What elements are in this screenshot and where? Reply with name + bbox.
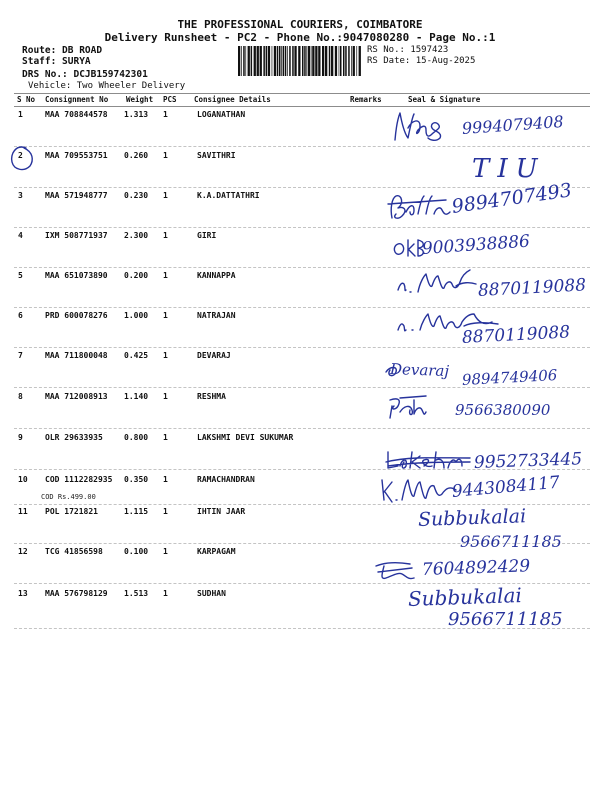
row-divider — [14, 347, 590, 348]
table-header-top-rule — [14, 93, 590, 94]
weight-cell: 0.100 — [124, 547, 149, 556]
serial-number-cell: 4 — [18, 231, 23, 240]
pieces-cell: 1 — [163, 191, 168, 200]
barcode-bar — [329, 46, 331, 76]
weight-cell: 1.140 — [124, 392, 149, 401]
serial-number-cell: 5 — [18, 271, 23, 280]
pieces-cell: 1 — [163, 433, 168, 442]
serial-number-cell: 2 — [18, 151, 23, 160]
signature-scribble — [376, 563, 414, 579]
consignment-number-cell: MAA 711800048 — [45, 351, 108, 360]
pieces-cell: 1 — [163, 507, 168, 516]
serial-number-cell: 3 — [18, 191, 23, 200]
handwritten-note: Devaraj — [389, 360, 450, 381]
column-header-sno: S No — [17, 95, 36, 104]
cod-amount-note: COD Rs.499.00 — [41, 493, 96, 501]
table-row — [0, 433, 600, 445]
consignee-name-cell: GIRI — [197, 231, 217, 240]
barcode-bar — [260, 46, 262, 76]
pieces-cell: 1 — [163, 351, 168, 360]
weight-cell: 1.000 — [124, 311, 149, 320]
barcode-bar — [292, 46, 294, 76]
handwritten-note: 9566380090 — [455, 401, 551, 419]
consignment-number-cell: PRD 600078276 — [45, 311, 108, 320]
consignee-name-cell: K.A.DATTATHRI — [197, 191, 260, 200]
weight-cell: 1.513 — [124, 589, 149, 598]
serial-number-cell: 6 — [18, 311, 23, 320]
serial-number-cell: 12 — [18, 547, 28, 556]
consignee-name-cell: KANNAPPA — [197, 271, 236, 280]
serial-number-cell: 10 — [18, 475, 28, 484]
handwritten-note: 8870119088 — [477, 275, 587, 301]
pieces-cell: 1 — [163, 231, 168, 240]
barcode-bar — [283, 46, 285, 76]
consignee-name-cell: RESHMA — [197, 392, 226, 401]
consignee-name-cell: LAKSHMI DEVI SUKUMAR — [197, 433, 294, 442]
row-divider — [14, 387, 590, 388]
consignee-name-cell: KARPAGAM — [197, 547, 236, 556]
barcode-bar — [298, 46, 300, 76]
consignment-number-cell: MAA 651073890 — [45, 271, 108, 280]
consignment-number-cell: MAA 576798129 — [45, 589, 108, 598]
barcode-bar — [340, 46, 342, 76]
handwritten-note: 9443084117 — [451, 472, 561, 502]
handwritten-note: 9003938886 — [421, 231, 531, 259]
weight-cell: 0.800 — [124, 433, 149, 442]
barcode-bar — [281, 46, 282, 76]
weight-cell: 1.115 — [124, 507, 149, 516]
table-header-bottom-rule — [14, 106, 590, 107]
serial-number-cell: 7 — [18, 351, 23, 360]
staff-label: Staff: SURYA — [22, 56, 91, 67]
consignment-number-cell: COD 1112282935 — [45, 475, 113, 484]
serial-number-cell: 1 — [18, 110, 23, 119]
pieces-cell: 1 — [163, 311, 168, 320]
signature-scribble — [386, 452, 470, 468]
row-divider — [14, 146, 590, 147]
barcode-bar — [331, 46, 333, 76]
company-title: THE PROFESSIONAL COURIERS, COIMBATORE — [177, 18, 423, 31]
weight-cell: 1.313 — [124, 110, 149, 119]
weight-cell: 2.300 — [124, 231, 149, 240]
handwritten-note: 9894707493 — [450, 179, 574, 218]
weight-cell: 0.425 — [124, 351, 149, 360]
barcode-bar — [311, 46, 312, 76]
handwritten-note: 9566711185 — [448, 609, 563, 630]
barcode-bar — [243, 46, 245, 76]
consignee-name-cell: IHTIN JAAR — [197, 507, 246, 516]
handwritten-note: Subbukalai — [407, 583, 523, 611]
barcode-bar — [274, 46, 276, 76]
serial-number-cell: 11 — [18, 507, 28, 516]
barcode-bar — [294, 46, 296, 76]
weight-cell: 0.350 — [124, 475, 149, 484]
pieces-cell: 1 — [163, 392, 168, 401]
consignment-number-cell: OLR 29633935 — [45, 433, 103, 442]
barcode-bar — [343, 46, 345, 76]
serial-number-cell: 13 — [18, 589, 28, 598]
handwritten-note: 9894749406 — [461, 366, 558, 389]
barcode-bar — [353, 46, 355, 76]
barcode-bar — [359, 46, 361, 76]
row-divider — [14, 428, 590, 429]
barcode-bar — [268, 46, 270, 76]
barcode — [237, 46, 362, 76]
weight-cell: 0.260 — [124, 151, 149, 160]
barcode-bar — [272, 46, 273, 76]
barcode-bar — [335, 46, 337, 76]
barcode-bar — [248, 46, 250, 76]
barcode-bar — [277, 46, 279, 76]
barcode-bar — [257, 46, 259, 76]
consignee-name-cell: LOGANATHAN — [197, 110, 246, 119]
pieces-cell: 1 — [163, 547, 168, 556]
rs-number: RS No.: 1597423 — [367, 45, 449, 55]
barcode-bar — [287, 46, 288, 76]
consignment-number-cell: IXM 508771937 — [45, 231, 108, 240]
consignment-number-cell: MAA 571948777 — [45, 191, 108, 200]
barcode-bar — [306, 46, 307, 76]
barcode-bar — [266, 46, 268, 76]
column-header-consignment: Consignment No — [45, 95, 109, 104]
consignee-name-cell: SUDHAN — [197, 589, 226, 598]
row-divider — [14, 267, 590, 268]
barcode-bar — [345, 46, 347, 76]
barcode-bar — [245, 46, 246, 76]
consignee-name-cell: NATRAJAN — [197, 311, 236, 320]
pieces-cell: 1 — [163, 475, 168, 484]
weight-cell: 0.230 — [124, 191, 149, 200]
vehicle-label: Vehicle: Two Wheeler Delivery — [28, 81, 186, 91]
barcode-bar — [322, 46, 324, 76]
barcode-bar — [325, 46, 327, 76]
consignment-number-cell: TCG 41856598 — [45, 547, 103, 556]
table-row — [0, 351, 600, 363]
column-header-pcs: PCS — [163, 95, 177, 104]
handwritten-note: Subbukalai — [417, 505, 527, 531]
consignee-name-cell: RAMACHANDRAN — [197, 475, 255, 484]
consignment-number-cell: MAA 709553751 — [45, 151, 108, 160]
barcode-bar — [312, 46, 314, 76]
handwritten-note: 9566711185 — [460, 532, 562, 551]
barcode-bar — [308, 46, 310, 76]
handwritten-note: 9994079408 — [461, 111, 565, 138]
column-header-signature: Seal & Signature — [408, 95, 481, 104]
pieces-cell: 1 — [163, 589, 168, 598]
barcode-bar — [254, 46, 256, 76]
consignee-name-cell: SAVITHRI — [197, 151, 236, 160]
route-label: Route: DB ROAD — [22, 45, 103, 56]
barcode-bar — [279, 46, 281, 76]
pieces-cell: 1 — [163, 271, 168, 280]
handwritten-note: TIU — [472, 154, 546, 184]
serial-number-cell: 9 — [18, 433, 23, 442]
pieces-cell: 1 — [163, 151, 168, 160]
serial-number-cell: 8 — [18, 392, 23, 401]
barcode-bar — [285, 46, 287, 76]
barcode-bar — [356, 46, 357, 76]
handwritten-note: 9952733445 — [473, 449, 583, 473]
barcode-bar — [348, 46, 350, 76]
barcode-bar — [241, 46, 242, 76]
weight-cell: 0.200 — [124, 271, 149, 280]
consignment-number-cell: POL 1721821 — [45, 507, 98, 516]
consignment-number-cell: MAA 708844578 — [45, 110, 108, 119]
rs-date: RS Date: 15-Aug-2025 — [367, 56, 476, 66]
pieces-cell: 1 — [163, 110, 168, 119]
table-row — [0, 311, 600, 323]
barcode-bar — [251, 46, 253, 76]
column-header-weight: Weight — [126, 95, 154, 104]
barcode-bar — [263, 46, 265, 76]
barcode-bar — [351, 46, 352, 76]
drs-number: DRS No.: DCJB159742301 — [22, 69, 148, 80]
row-divider — [14, 227, 590, 228]
handwritten-note: 8870119088 — [461, 322, 571, 348]
barcode-bar — [318, 46, 320, 76]
consignee-name-cell: DEVARAJ — [197, 351, 231, 360]
column-header-remarks: Remarks — [350, 95, 382, 104]
row-divider — [14, 307, 590, 308]
barcode-bar — [302, 46, 304, 76]
runsheet-subtitle: Delivery Runsheet - PC2 - Phone No.:9047080280 - Page No.:1 — [104, 31, 496, 44]
consignment-number-cell: MAA 712008913 — [45, 392, 108, 401]
barcode-bar — [238, 46, 240, 76]
barcode-bar — [339, 46, 340, 76]
column-header-consignee: Consignee Details — [194, 95, 271, 104]
row-divider — [14, 504, 590, 505]
barcode-bar — [315, 46, 317, 76]
barcode-bar — [289, 46, 291, 76]
barcode-bar — [304, 46, 306, 76]
handwritten-note: 7604892429 — [421, 556, 531, 580]
